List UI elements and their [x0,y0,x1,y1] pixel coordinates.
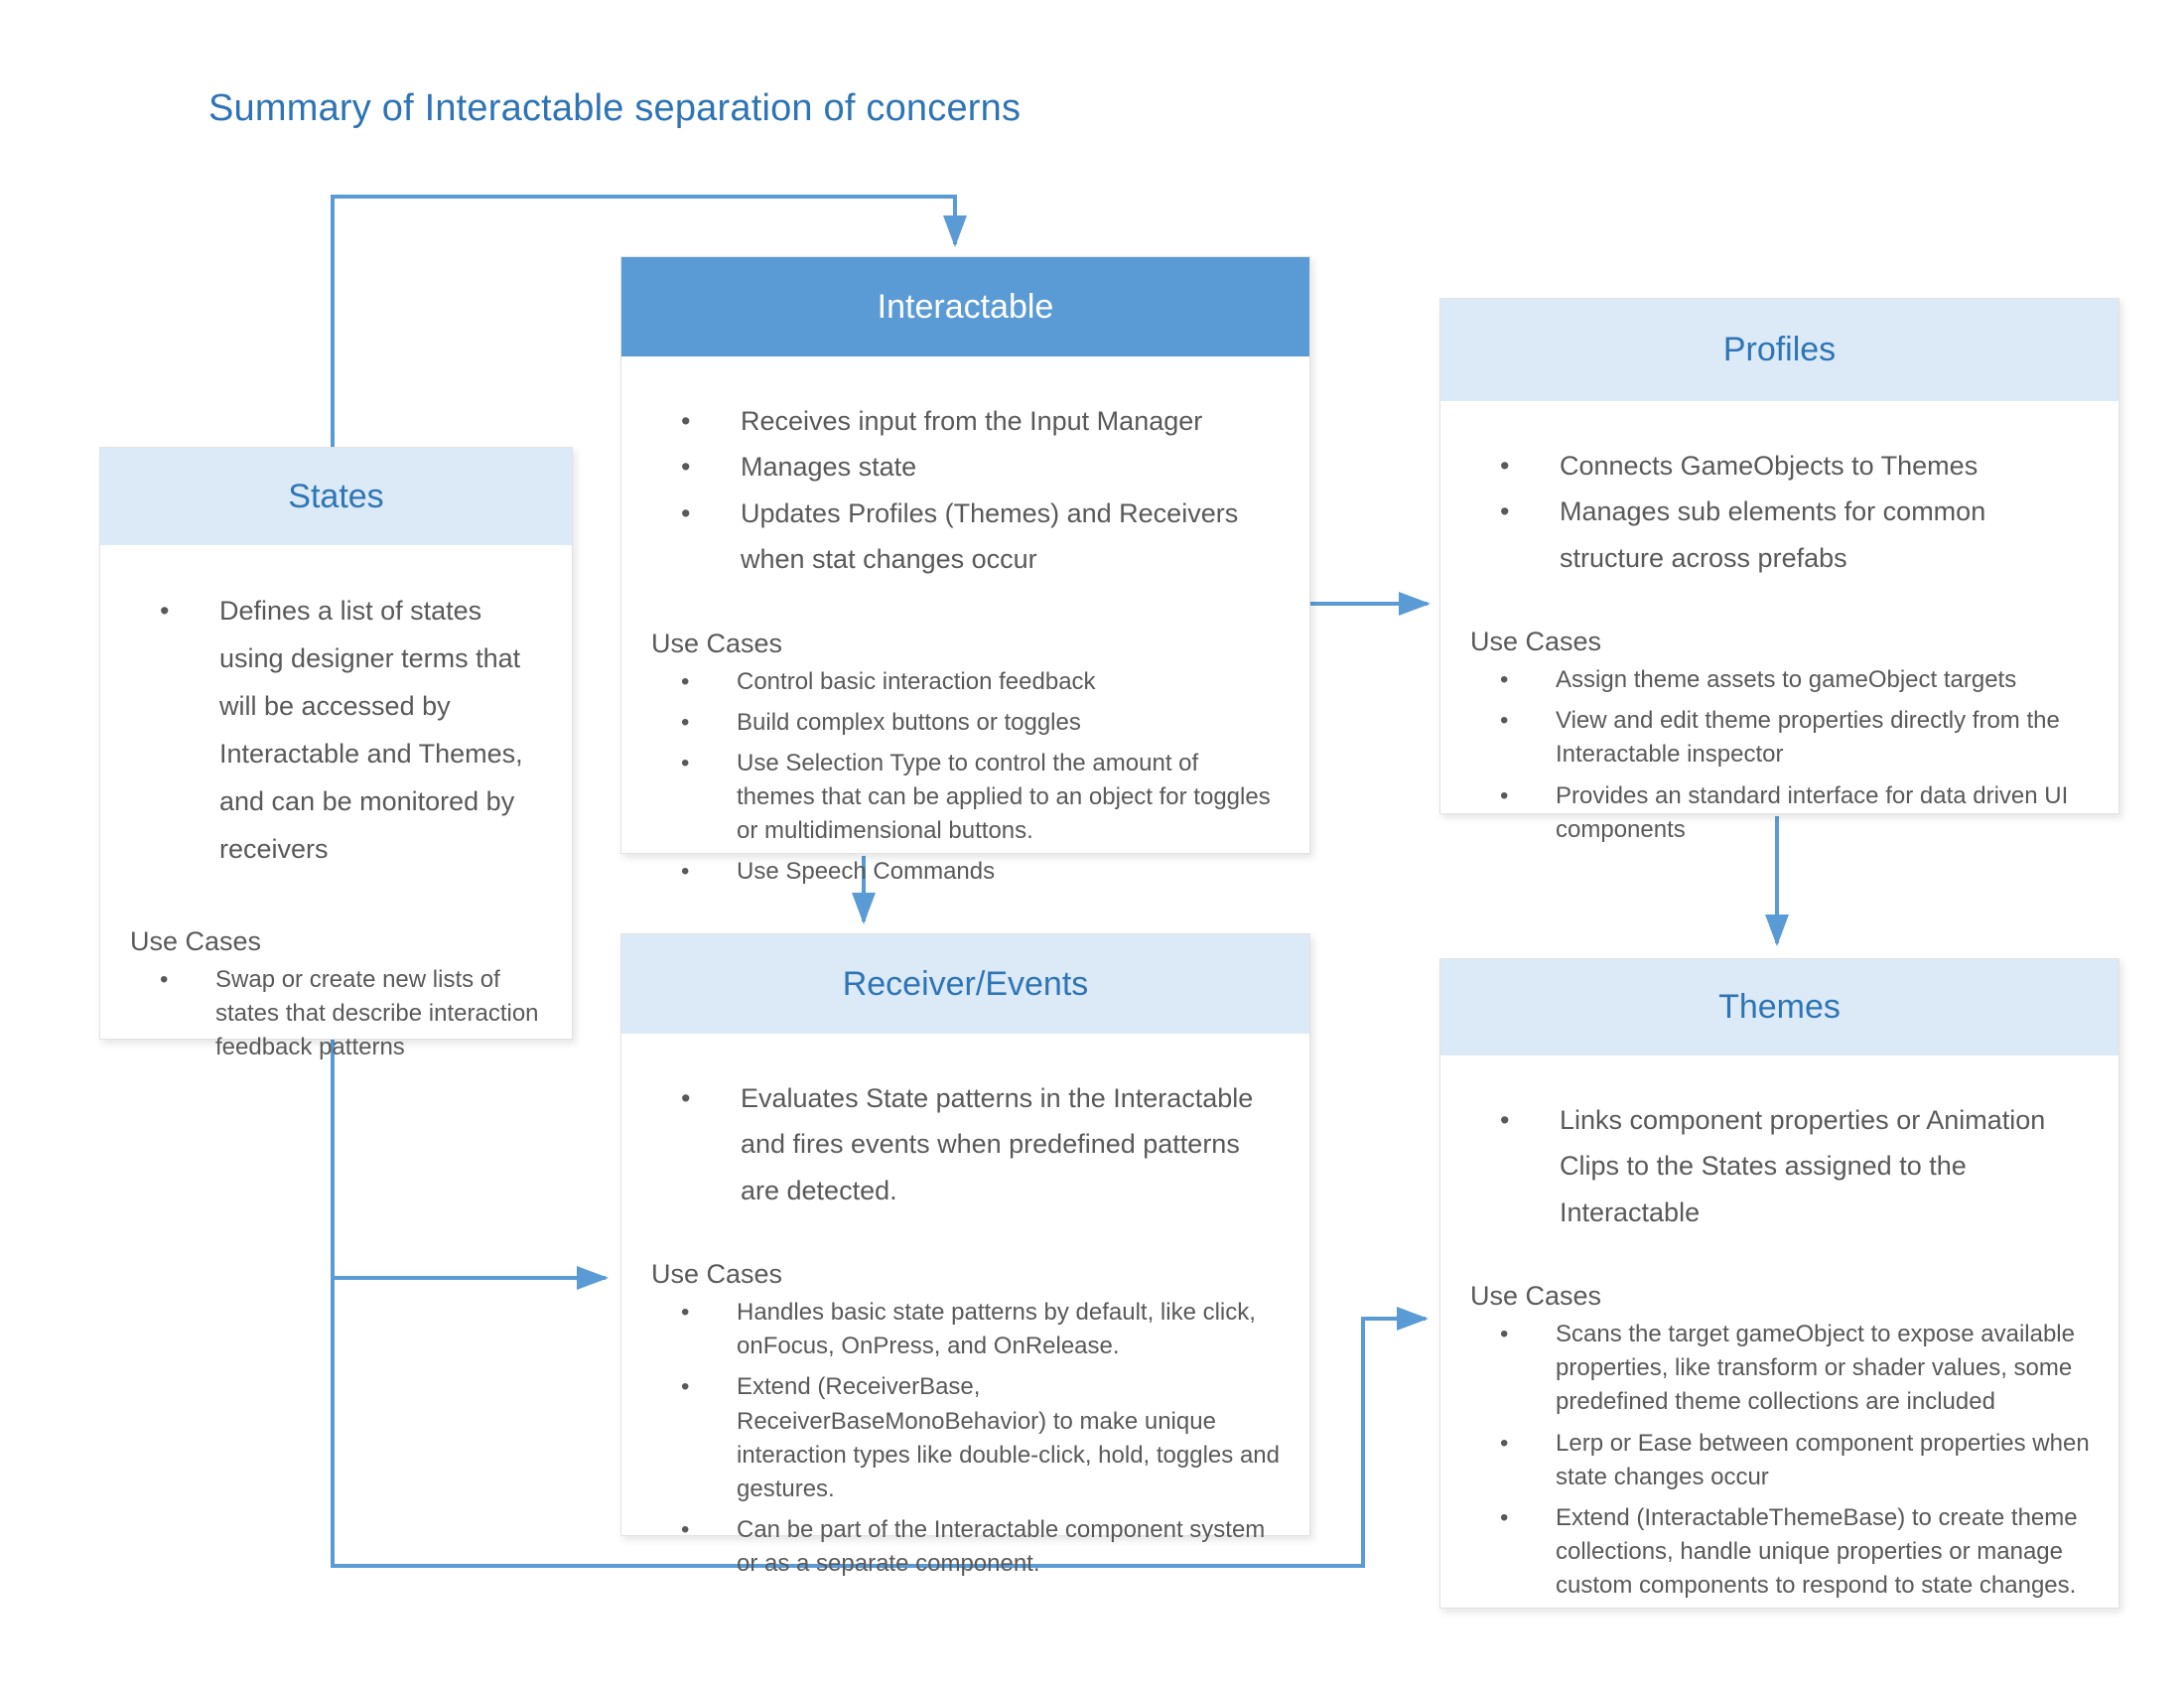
bullet-item: • Use Speech Commands [649,855,1284,889]
bullet-list [649,1075,1284,1213]
bullet-item: • Connects GameObjects to Themes [1468,443,2093,489]
bullet-item: • Manages sub elements for common structure across prefabs [1468,489,2093,581]
node-themes-title: Themes [1440,959,2118,1055]
bullet-item: • Updates Profiles (Themes) and Receivers when stat changes occur [649,491,1284,583]
node-profiles [1439,298,2119,843]
bullet-item: • View and edit theme properties directly from the Interactable inspector [1468,704,2093,772]
bullet-item: • Receives input from the Input Manager [649,398,1284,444]
node-profiles-title: Profiles [1440,299,2118,401]
bullet-item: • Handles basic state patterns by default, like click, onFocus, OnPress, and OnRelease. [649,1296,1284,1363]
node-themes-body [1440,1055,2118,1603]
node-receiver-events-title: Receiver/Events [621,934,1309,1034]
use-cases-label: Use Cases [651,628,783,658]
bullet-item: • Evaluates State patterns in the Interactable and fires events when predefined patterns are detected. [649,1075,1284,1213]
bullet-item: • Extend (ReceiverBase, ReceiverBaseMonoBehavior) to make unique interaction types like double-click, hold, toggles and gestures. [649,1370,1284,1505]
use-case-list [649,1296,1284,1581]
bullet-list [1468,1097,2093,1235]
bullet-item: • Can be part of the Interactable component system or as a separate component. [649,1513,1284,1581]
bullet-item: • Provides an standard interface for data driven UI components [1468,779,2093,847]
node-interactable [620,256,1310,886]
node-themes [1439,958,2119,1609]
node-profiles-body [1440,401,2118,847]
node-states-body [100,545,572,1065]
bullet-item: • Defines a list of states using designer terms that will be accessed by Interactable and Themes, and can be monitored by receivers [128,587,546,873]
use-case-list [1468,1318,2093,1603]
node-states-title: States [100,448,572,545]
bullet-list [1468,443,2093,581]
bullet-list [128,587,546,873]
use-cases-label: Use Cases [130,926,262,957]
bullet-item: • Links component properties or Animation Clips to the States assigned to the Interactable [1468,1097,2093,1235]
use-cases-label: Use Cases [1470,1281,1602,1312]
bullet-item: • Manages state [649,444,1284,490]
bullet-item: • Assign theme assets to gameObject targets [1468,663,2093,697]
node-states [99,447,573,1061]
node-receiver-events-body [621,1034,1309,1581]
bullet-item: • Control basic interaction feedback [649,665,1284,699]
bullet-item: • Extend (InteractableThemeBase) to create theme collections, handle unique properties or manage custom components to respond to state changes. [1468,1501,2093,1603]
use-case-list [1468,663,2093,846]
bullet-item: • Lerp or Ease between component properties when state changes occur [1468,1427,2093,1494]
bullet-item: • Swap or create new lists of states that describe interaction feedback patterns [128,963,546,1064]
node-interactable-title: Interactable [621,257,1309,356]
use-cases-label: Use Cases [651,1259,783,1290]
bullet-list [649,398,1284,583]
node-receiver-events [620,933,1310,1577]
page-title: Summary of Interactable separation of concerns [208,87,1022,129]
use-cases-label: Use Cases [1470,627,1602,657]
use-case-list [128,963,546,1064]
bullet-item: • Scans the target gameObject to expose available properties, like transform or shader values, some predefined theme collections are included [1468,1318,2093,1419]
bullet-item: • Build complex buttons or toggles [649,706,1284,740]
bullet-item: • Use Selection Type to control the amount of themes that can be applied to an object for toggles or multidimensional buttons. [649,747,1284,848]
use-case-list [649,665,1284,889]
node-interactable-body [621,356,1309,889]
